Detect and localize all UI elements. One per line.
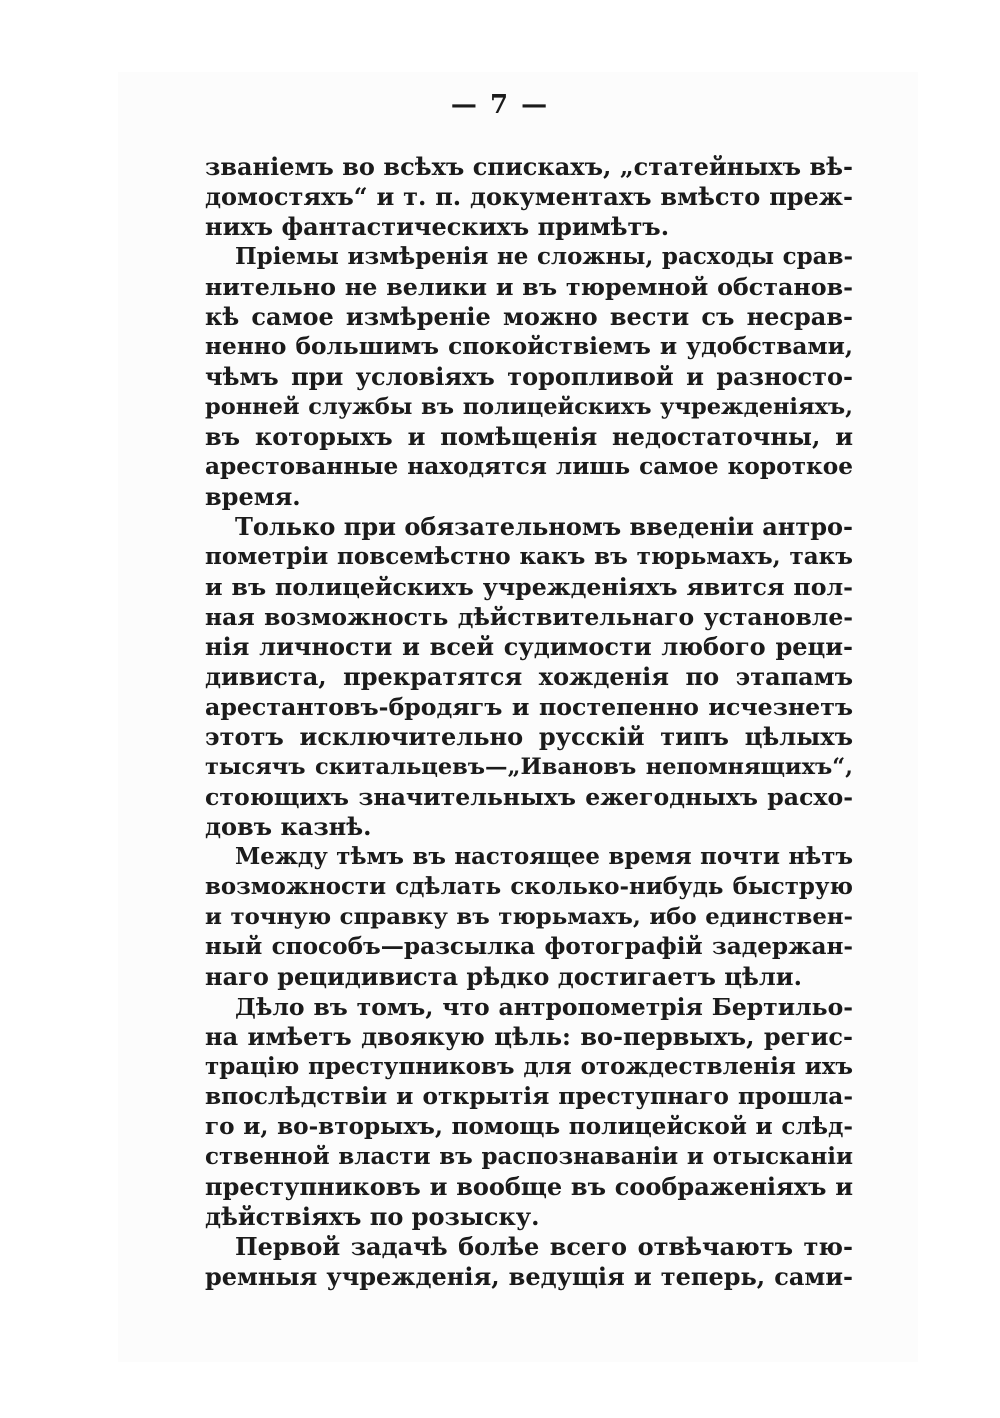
text-line: время. [205, 482, 301, 511]
text-line: Первой задачѣ болѣе всего отвѣчаютъ тю- [235, 1232, 853, 1261]
text-line: въ которыхъ и помѣщенія недостаточны, и [205, 422, 853, 451]
text-line: ремныя учрежденія, ведущія и теперь, сами- [205, 1262, 853, 1291]
text-line: кѣ самое измѣреніе можно вести съ несрав- [205, 302, 853, 331]
text-line: преступниковъ и вообще въ соображеніяхъ и [205, 1172, 853, 1201]
body-text [205, 152, 853, 1292]
text-line: возможности сдѣлать сколько-нибудь быструю [205, 874, 853, 900]
text-line: Только при обязательномъ введеніи антро- [235, 512, 853, 541]
text-line: пометріи повсемѣстно какъ въ тюрьмахъ, такъ [205, 543, 853, 570]
text-line: Между тѣмъ въ настоящее время почти нѣтъ [235, 844, 853, 870]
text-line: арестованные находятся лишь самое короткое [205, 453, 853, 480]
text-line: дѣйствіяхъ по розыску. [205, 1202, 540, 1231]
text-line: домостяхъ“ и т. п. документахъ вмѣсто преж- [205, 182, 853, 211]
text-line: нія личности и всей судимости любого реци- [205, 632, 853, 661]
text-line: ная возможность дѣйствительнаго установле- [205, 603, 853, 631]
text-line: ронней службы въ полицейскихъ учрежденіяхъ, [205, 394, 853, 420]
text-line: нительно не велики и въ тюремной обстанов- [205, 273, 853, 301]
text-line: чѣмъ при условіяхъ торопливой и разносто- [205, 362, 853, 391]
text-line: и точную справку въ тюрьмахъ, ибо единствен- [205, 904, 853, 930]
text-line: ный способъ—разсылка фотографій задержан- [205, 933, 853, 960]
text-line: званіемъ во всѣхъ спискахъ, „статейныхъ вѣ- [205, 152, 853, 181]
text-line: этотъ исключительно русскій типъ цѣлыхъ [205, 722, 853, 751]
text-line: тысячъ скитальцевъ—„Ивановъ непомнящихъ“, [205, 754, 853, 780]
text-line: нихъ фантастическихъ примѣтъ. [205, 212, 670, 241]
text-line: Дѣло въ томъ, что антропометрія Бертильо- [235, 993, 853, 1021]
text-line: трацію преступниковъ для отождествленія ихъ [205, 1053, 853, 1080]
text-line: на имѣетъ двоякую цѣль: во-первыхъ, регис- [205, 1022, 853, 1051]
text-line: Пріемы измѣренія не сложны, расходы срав- [235, 243, 853, 270]
text-line: арестантовъ-бродягъ и постепенно исчезнетъ [205, 693, 853, 721]
text-line: ненно большимъ спокойствіемъ и удобствами, [205, 333, 853, 360]
text-line: довъ казнѣ. [205, 812, 372, 841]
page-number: — 7 — [450, 90, 550, 120]
text-line: го и, во-вторыхъ, помощь полицейской и слѣд- [205, 1113, 853, 1140]
text-line: дивиста, прекратятся хожденія по этапамъ [205, 662, 853, 691]
text-line: наго рецидивиста рѣдко достигаетъ цѣли. [205, 962, 802, 991]
text-line: и въ полицейскихъ учрежденіяхъ явится пол- [205, 573, 853, 601]
text-line: ственной власти въ распознаваніи и отысканіи [205, 1143, 853, 1170]
text-line: впослѣдствіи и открытія преступнаго прошла- [205, 1083, 853, 1110]
text-line: стоющихъ значительныхъ ежегодныхъ расхо- [205, 783, 853, 811]
